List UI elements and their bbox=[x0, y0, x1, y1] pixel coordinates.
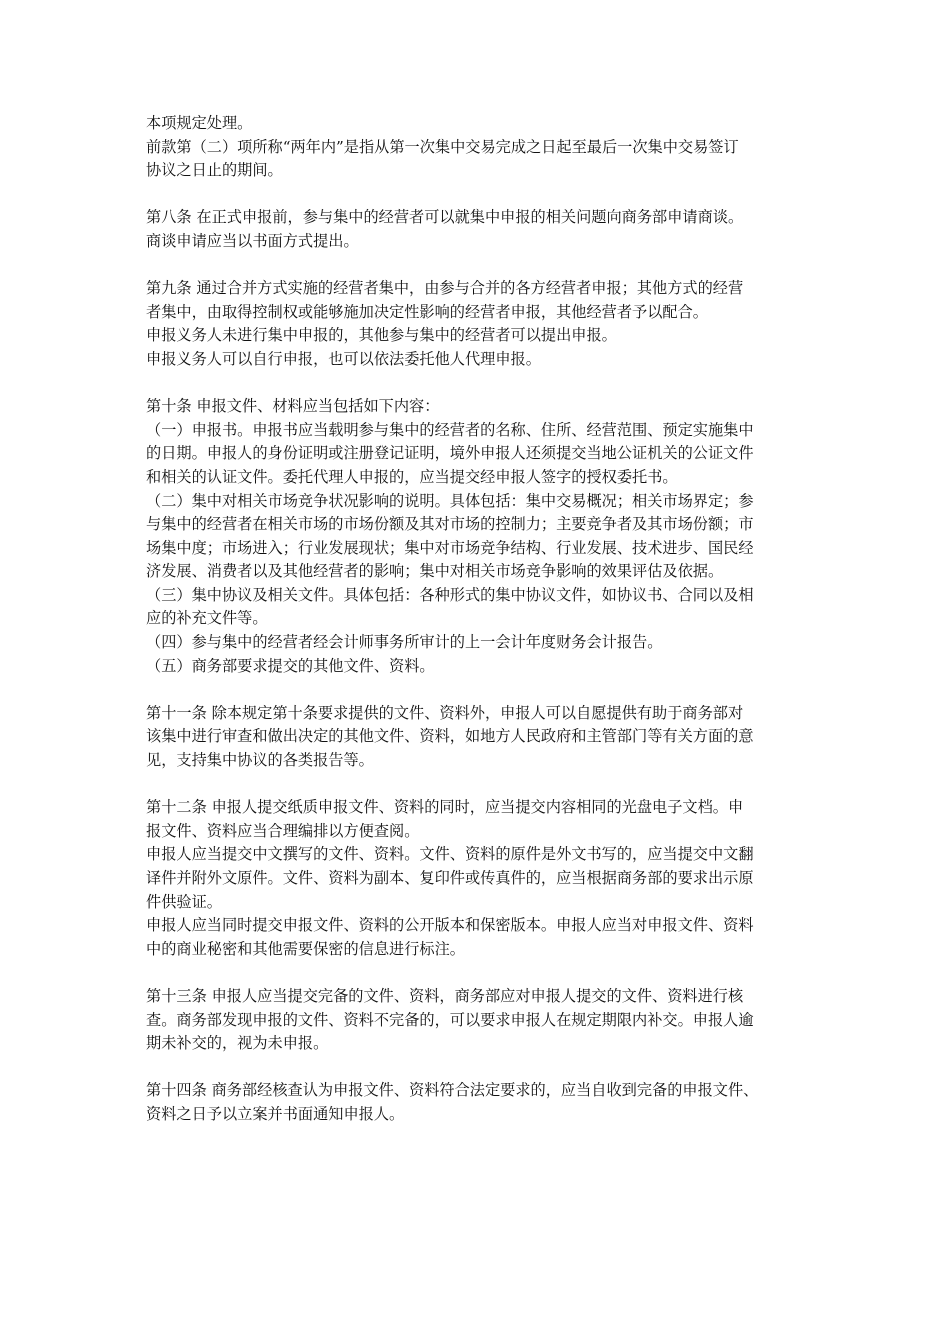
text-line: 件供验证。 bbox=[146, 892, 222, 911]
text-line: 协议之日止的期间。 bbox=[146, 161, 283, 180]
paragraph-article-13 bbox=[146, 985, 810, 1056]
document-body bbox=[146, 112, 810, 1127]
text-line: 第十条 申报文件、材料应当包括如下内容： bbox=[146, 397, 440, 416]
text-line: （二）集中对相关市场竞争状况影响的说明。具体包括：集中交易概况；相关市场界定；参 bbox=[146, 491, 754, 510]
paragraph-article-8 bbox=[146, 206, 810, 253]
text-line: 中的商业秘密和其他需要保密的信息进行标注。 bbox=[146, 939, 465, 958]
paragraph-article-14 bbox=[146, 1079, 810, 1126]
text-line: 申报人应当同时提交申报文件、资料的公开版本和保密版本。申报人应当对申报文件、资料 bbox=[146, 916, 754, 935]
text-line: 第九条 通过合并方式实施的经营者集中，由参与合并的各方经营者申报；其他方式的经营 bbox=[146, 279, 744, 298]
paragraph-article-7-end bbox=[146, 112, 810, 183]
text-line: 的日期。申报人的身份证明或注册登记证明，境外申报人还须提交当地公证机关的公证文件 bbox=[146, 444, 754, 463]
text-line: 申报义务人未进行集中申报的，其他参与集中的经营者可以提出申报。 bbox=[146, 326, 617, 345]
text-line: 第十三条 申报人应当提交完备的文件、资料，商务部应对申报人提交的文件、资料进行核 bbox=[146, 986, 744, 1005]
paragraph-article-10 bbox=[146, 395, 810, 678]
text-line: 者集中，由取得控制权或能够施加决定性影响的经营者申报，其他经营者予以配合。 bbox=[146, 302, 708, 321]
text-line: 期未补交的，视为未申报。 bbox=[146, 1034, 329, 1053]
text-line: （四）参与集中的经营者经会计师事务所审计的上一会计年度财务会计报告。 bbox=[146, 633, 663, 652]
text-line: 济发展、消费者以及其他经营者的影响；集中对相关市场竞争影响的效果评估及依据。 bbox=[146, 562, 724, 581]
text-line: 该集中进行审查和做出决定的其他文件、资料，如地方人民政府和主管部门等有关方面的意 bbox=[146, 727, 754, 746]
text-line: 报文件、资料应当合理编排以方便查阅。 bbox=[146, 821, 420, 840]
text-line: 申报人应当提交中文撰写的文件、资料。文件、资料的原件是外文书写的，应当提交中文翻 bbox=[146, 845, 754, 864]
paragraph-article-11 bbox=[146, 702, 810, 773]
text-line: 第十一条 除本规定第十条要求提供的文件、资料外，申报人可以自愿提供有助于商务部对 bbox=[146, 703, 744, 722]
text-line: （一）申报书。申报书应当载明参与集中的经营者的名称、住所、经营范围、预定实施集中 bbox=[146, 420, 754, 439]
paragraph-gap bbox=[146, 372, 810, 396]
paragraph-article-9 bbox=[146, 277, 810, 371]
text-line: 场集中度；市场进入；行业发展现状；集中对市场竞争结构、行业发展、技术进步、国民经 bbox=[146, 538, 754, 557]
text-line: 应的补充文件等。 bbox=[146, 609, 268, 628]
paragraph-gap bbox=[146, 678, 810, 702]
text-line: 与集中的经营者在相关市场的市场份额及其对市场的控制力；主要竞争者及其市场份额；市 bbox=[146, 515, 754, 534]
paragraph-gap bbox=[146, 1056, 810, 1080]
text-line: 资料之日予以立案并书面通知申报人。 bbox=[146, 1104, 405, 1123]
text-line: 第十二条 申报人提交纸质申报文件、资料的同时，应当提交内容相同的光盘电子文档。申 bbox=[146, 798, 744, 817]
text-line: 申报义务人可以自行申报，也可以依法委托他人代理申报。 bbox=[146, 349, 541, 368]
text-line: （五）商务部要求提交的其他文件、资料。 bbox=[146, 656, 435, 675]
text-line: 第十四条 商务部经核查认为申报文件、资料符合法定要求的，应当自收到完备的申报文件、 bbox=[146, 1081, 759, 1100]
text-line: 第八条 在正式申报前，参与集中的经营者可以就集中申报的相关问题向商务部申请商谈。 bbox=[146, 208, 744, 227]
paragraph-gap bbox=[146, 254, 810, 278]
text-line: 查。商务部发现申报的文件、资料不完备的，可以要求申报人在规定期限内补交。申报人逾 bbox=[146, 1010, 754, 1029]
text-line: 前款第（二）项所称“两年内”是指从第一次集中交易完成之日起至最后一次集中交易签订 bbox=[146, 137, 739, 156]
text-line: 译件并附外文原件。文件、资料为副本、复印件或传真件的，应当根据商务部的要求出示原 bbox=[146, 869, 754, 887]
paragraph-article-12 bbox=[146, 796, 810, 961]
paragraph-gap bbox=[146, 183, 810, 207]
text-line: 和相关的认证文件。委托代理人申报的，应当提交经申报人签字的授权委托书。 bbox=[146, 467, 678, 486]
text-line: （三）集中协议及相关文件。具体包括：各种形式的集中协议文件，如协议书、合同以及相 bbox=[146, 585, 754, 604]
text-line: 商谈申请应当以书面方式提出。 bbox=[146, 231, 359, 250]
paragraph-gap bbox=[146, 961, 810, 985]
paragraph-gap bbox=[146, 773, 810, 797]
text-line: 见，支持集中协议的各类报告等。 bbox=[146, 751, 374, 770]
text-line: 本项规定处理。 bbox=[146, 114, 253, 132]
